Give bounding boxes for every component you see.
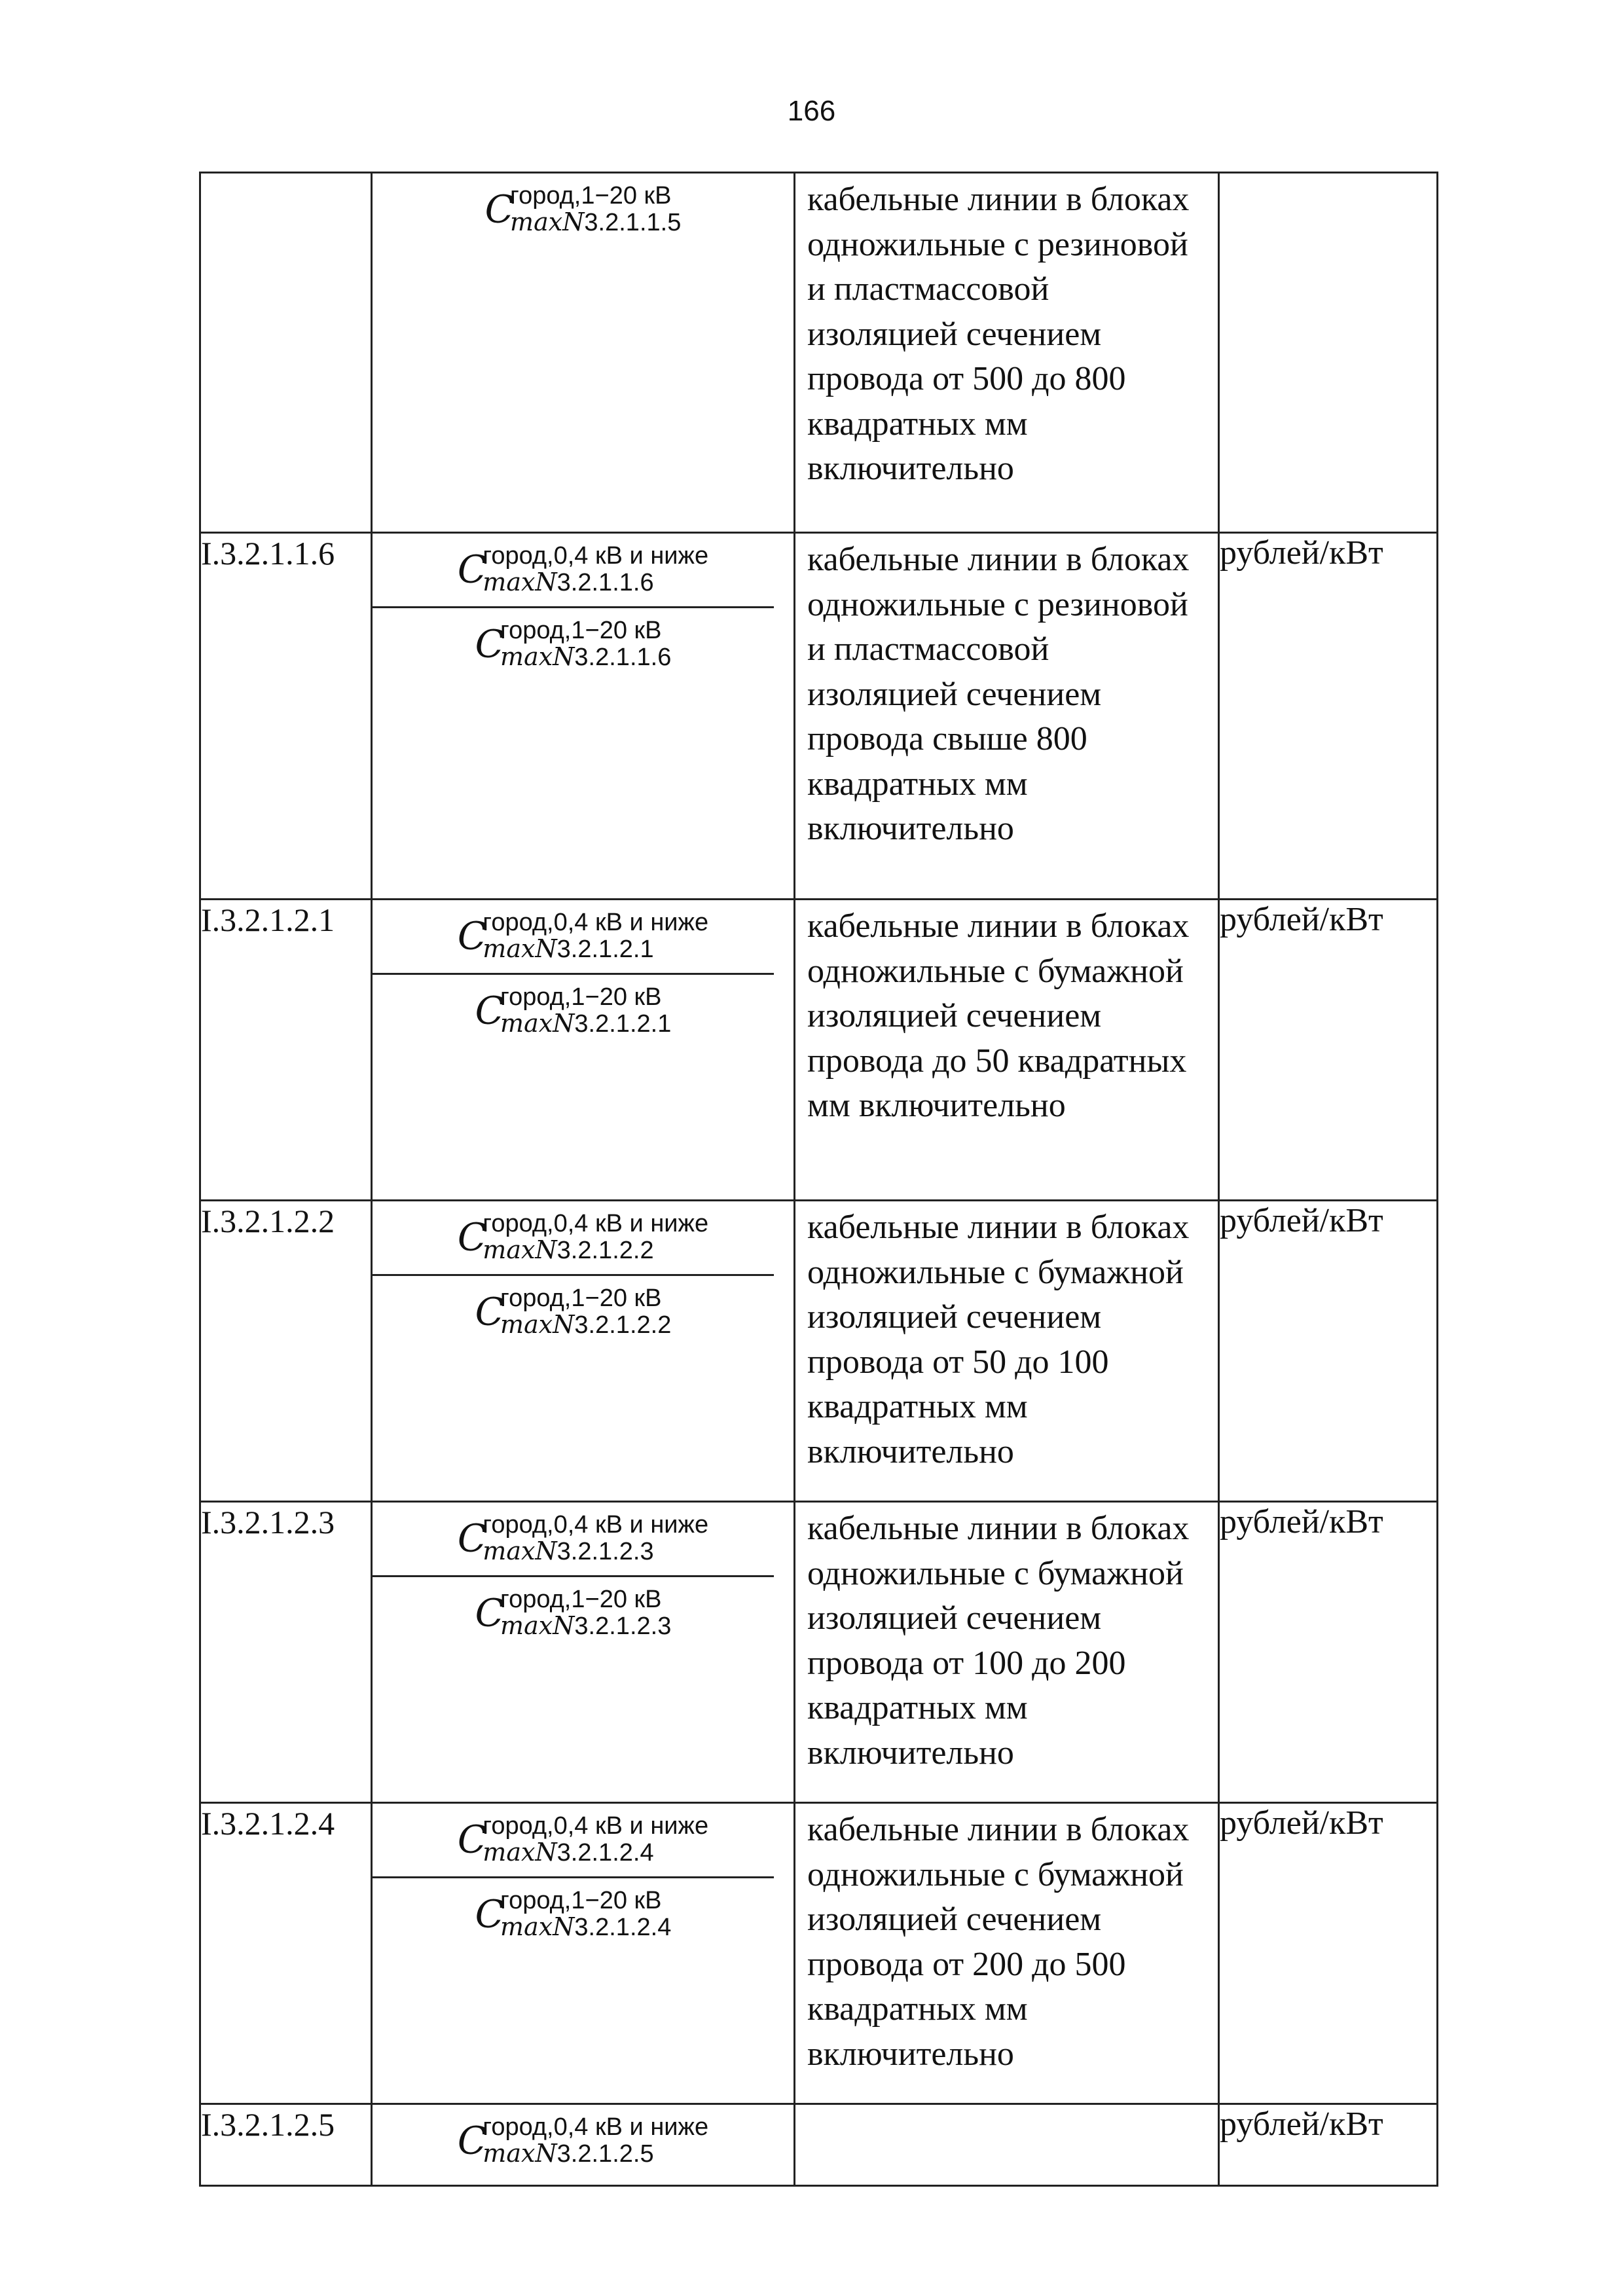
item-code: I.3.2.1.2.3 bbox=[200, 1502, 372, 1803]
formula-subscript-variable: maxN bbox=[483, 1235, 557, 1264]
formula-cell bbox=[372, 533, 795, 900]
formula-subscript bbox=[483, 1237, 708, 1264]
formula-subscript bbox=[510, 209, 681, 236]
item-description: кабельные линии в блоках одножильные с бумажной изоляцией сечением провода от 200 до 500 квадратных мм включительно bbox=[807, 1811, 1190, 2073]
formula-subscript bbox=[483, 936, 708, 962]
formula-subscript-index: 3.2.1.2.5 bbox=[556, 2140, 654, 2168]
formula-subscript-index: 3.2.1.2.1 bbox=[574, 1010, 672, 1038]
formula-superscript: город,0,4 кВ и ниже bbox=[483, 909, 709, 936]
formula-superscript: город,0,4 кВ и ниже bbox=[483, 542, 709, 570]
item-code bbox=[200, 173, 372, 533]
formula-subscript bbox=[483, 1538, 708, 1565]
formula-superscript: город,1−20 кВ bbox=[500, 617, 662, 644]
formula-symbol: C bbox=[457, 1817, 487, 1862]
description-cell bbox=[795, 1201, 1219, 1502]
formula-subscript-index: 3.2.1.1.5 bbox=[584, 209, 682, 236]
formula-subscript-index: 3.2.1.2.4 bbox=[574, 1914, 672, 1941]
formula-subscript bbox=[500, 1914, 671, 1941]
formula-subscript bbox=[483, 1839, 708, 1866]
unit-cell: рублей/кВт bbox=[1219, 1201, 1438, 1502]
formula-subscript-index: 3.2.1.2.4 bbox=[556, 1839, 654, 1867]
formula-subscript-variable: maxN bbox=[500, 1310, 575, 1339]
max-capacity-formula bbox=[373, 1274, 774, 1349]
table-row bbox=[200, 173, 1438, 533]
formula-subscript-index: 3.2.1.2.2 bbox=[556, 1237, 654, 1264]
formula-symbol: C bbox=[475, 1891, 505, 1937]
formula-symbol: C bbox=[484, 187, 515, 232]
unit-cell: рублей/кВт bbox=[1219, 1502, 1438, 1803]
item-description: кабельные линии в блоках одножильные с резиновой и пластмассовой изоляцией сечением провода свыше 800 квадратных мм включительно bbox=[807, 541, 1190, 847]
formula-symbol: C bbox=[457, 913, 487, 958]
max-capacity-formula bbox=[373, 973, 774, 1048]
formula-superscript: город,0,4 кВ и ниже bbox=[483, 2113, 709, 2141]
formula-subscript-variable: maxN bbox=[500, 1912, 575, 1941]
formula-subscript-index: 3.2.1.2.2 bbox=[574, 1311, 672, 1339]
max-capacity-formula bbox=[373, 2105, 793, 2178]
table-row bbox=[200, 533, 1438, 900]
formula-cell bbox=[372, 900, 795, 1201]
item-description: кабельные линии в блоках одножильные с резиновой и пластмассовой изоляцией сечением провода от 500 до 800 квадратных мм включительно bbox=[807, 181, 1190, 487]
description-cell bbox=[795, 533, 1219, 900]
unit-cell: рублей/кВт bbox=[1219, 2104, 1438, 2186]
item-code: I.3.2.1.2.1 bbox=[200, 900, 372, 1201]
item-code: I.3.2.1.2.5 bbox=[200, 2104, 372, 2186]
formula-symbol: C bbox=[457, 547, 487, 592]
description-cell bbox=[795, 900, 1219, 1201]
formula-symbol: C bbox=[457, 2118, 487, 2163]
unit-cell bbox=[1219, 173, 1438, 533]
table-row bbox=[200, 2104, 1438, 2186]
max-capacity-formula bbox=[373, 900, 793, 973]
formula-symbol: C bbox=[475, 621, 505, 666]
formula-subscript-variable: maxN bbox=[483, 2139, 557, 2168]
formula-superscript: город,1−20 кВ bbox=[500, 983, 662, 1011]
description-cell bbox=[795, 2104, 1219, 2186]
formula-cell bbox=[372, 173, 795, 533]
item-description: кабельные линии в блоках одножильные с бумажной изоляцией сечением провода от 50 до 100 квадратных мм включительно bbox=[807, 1209, 1190, 1470]
formula-symbol: C bbox=[475, 1590, 505, 1635]
table-row bbox=[200, 1803, 1438, 2104]
formula-subscript-variable: maxN bbox=[483, 568, 557, 596]
description-cell bbox=[795, 1502, 1219, 1803]
item-code: I.3.2.1.1.6 bbox=[200, 533, 372, 900]
max-capacity-formula bbox=[373, 1804, 793, 1876]
unit-cell: рублей/кВт bbox=[1219, 900, 1438, 1201]
table-row bbox=[200, 900, 1438, 1201]
tariff-table bbox=[199, 172, 1438, 2187]
item-code: I.3.2.1.2.2 bbox=[200, 1201, 372, 1502]
formula-superscript: город,0,4 кВ и ниже bbox=[483, 1210, 709, 1237]
formula-superscript: город,1−20 кВ bbox=[510, 182, 672, 210]
formula-subscript-index: 3.2.1.1.6 bbox=[574, 644, 672, 671]
table-row bbox=[200, 1502, 1438, 1803]
formula-subscript bbox=[500, 1010, 671, 1037]
formula-superscript: город,1−20 кВ bbox=[500, 1887, 662, 1914]
formula-cell bbox=[372, 1803, 795, 2104]
max-capacity-formula bbox=[373, 606, 774, 681]
formula-subscript-variable: maxN bbox=[510, 208, 585, 236]
formula-subscript-index: 3.2.1.2.3 bbox=[574, 1613, 672, 1640]
formula-subscript-variable: maxN bbox=[500, 1611, 575, 1640]
formula-subscript-variable: maxN bbox=[483, 934, 557, 963]
formula-symbol: C bbox=[475, 1289, 505, 1334]
formula-superscript: город,1−20 кВ bbox=[500, 1586, 662, 1613]
max-capacity-formula bbox=[373, 1876, 774, 1951]
item-description: кабельные линии в блоках одножильные с бумажной изоляцией сечением провода от 100 до 200 квадратных мм включительно bbox=[807, 1510, 1190, 1772]
formula-superscript: город,1−20 кВ bbox=[500, 1285, 662, 1312]
formula-superscript: город,0,4 кВ и ниже bbox=[483, 1511, 709, 1539]
formula-symbol: C bbox=[457, 1516, 487, 1561]
formula-cell bbox=[372, 1502, 795, 1803]
max-capacity-formula bbox=[373, 1575, 774, 1650]
formula-cell bbox=[372, 2104, 795, 2186]
formula-subscript-index: 3.2.1.2.1 bbox=[556, 936, 654, 963]
item-code: I.3.2.1.2.4 bbox=[200, 1803, 372, 2104]
formula-subscript bbox=[483, 2140, 708, 2167]
formula-cell bbox=[372, 1201, 795, 1502]
formula-symbol: C bbox=[475, 988, 505, 1033]
formula-subscript-variable: maxN bbox=[500, 1009, 575, 1038]
max-capacity-formula bbox=[373, 173, 793, 246]
formula-subscript bbox=[500, 644, 671, 670]
formula-subscript-variable: maxN bbox=[500, 642, 575, 671]
formula-subscript bbox=[483, 569, 708, 596]
page-number: 166 bbox=[787, 95, 836, 127]
formula-subscript bbox=[500, 1613, 671, 1639]
max-capacity-formula bbox=[373, 534, 793, 606]
description-cell bbox=[795, 173, 1219, 533]
item-description bbox=[795, 2105, 1200, 2111]
table-body bbox=[200, 173, 1438, 2186]
formula-symbol: C bbox=[457, 1214, 487, 1260]
formula-subscript-index: 3.2.1.2.3 bbox=[556, 1538, 654, 1565]
unit-cell: рублей/кВт bbox=[1219, 1803, 1438, 2104]
max-capacity-formula bbox=[373, 1503, 793, 1575]
max-capacity-formula bbox=[373, 1201, 793, 1274]
unit-cell: рублей/кВт bbox=[1219, 533, 1438, 900]
formula-subscript-variable: maxN bbox=[483, 1537, 557, 1565]
formula-subscript bbox=[500, 1311, 671, 1338]
item-description: кабельные линии в блоках одножильные с бумажной изоляцией сечением провода до 50 квадратных мм включительно bbox=[807, 907, 1190, 1124]
formula-subscript-index: 3.2.1.1.6 bbox=[556, 569, 654, 596]
table-row bbox=[200, 1201, 1438, 1502]
description-cell bbox=[795, 1803, 1219, 2104]
formula-subscript-variable: maxN bbox=[483, 1838, 557, 1867]
formula-superscript: город,0,4 кВ и ниже bbox=[483, 1812, 709, 1840]
